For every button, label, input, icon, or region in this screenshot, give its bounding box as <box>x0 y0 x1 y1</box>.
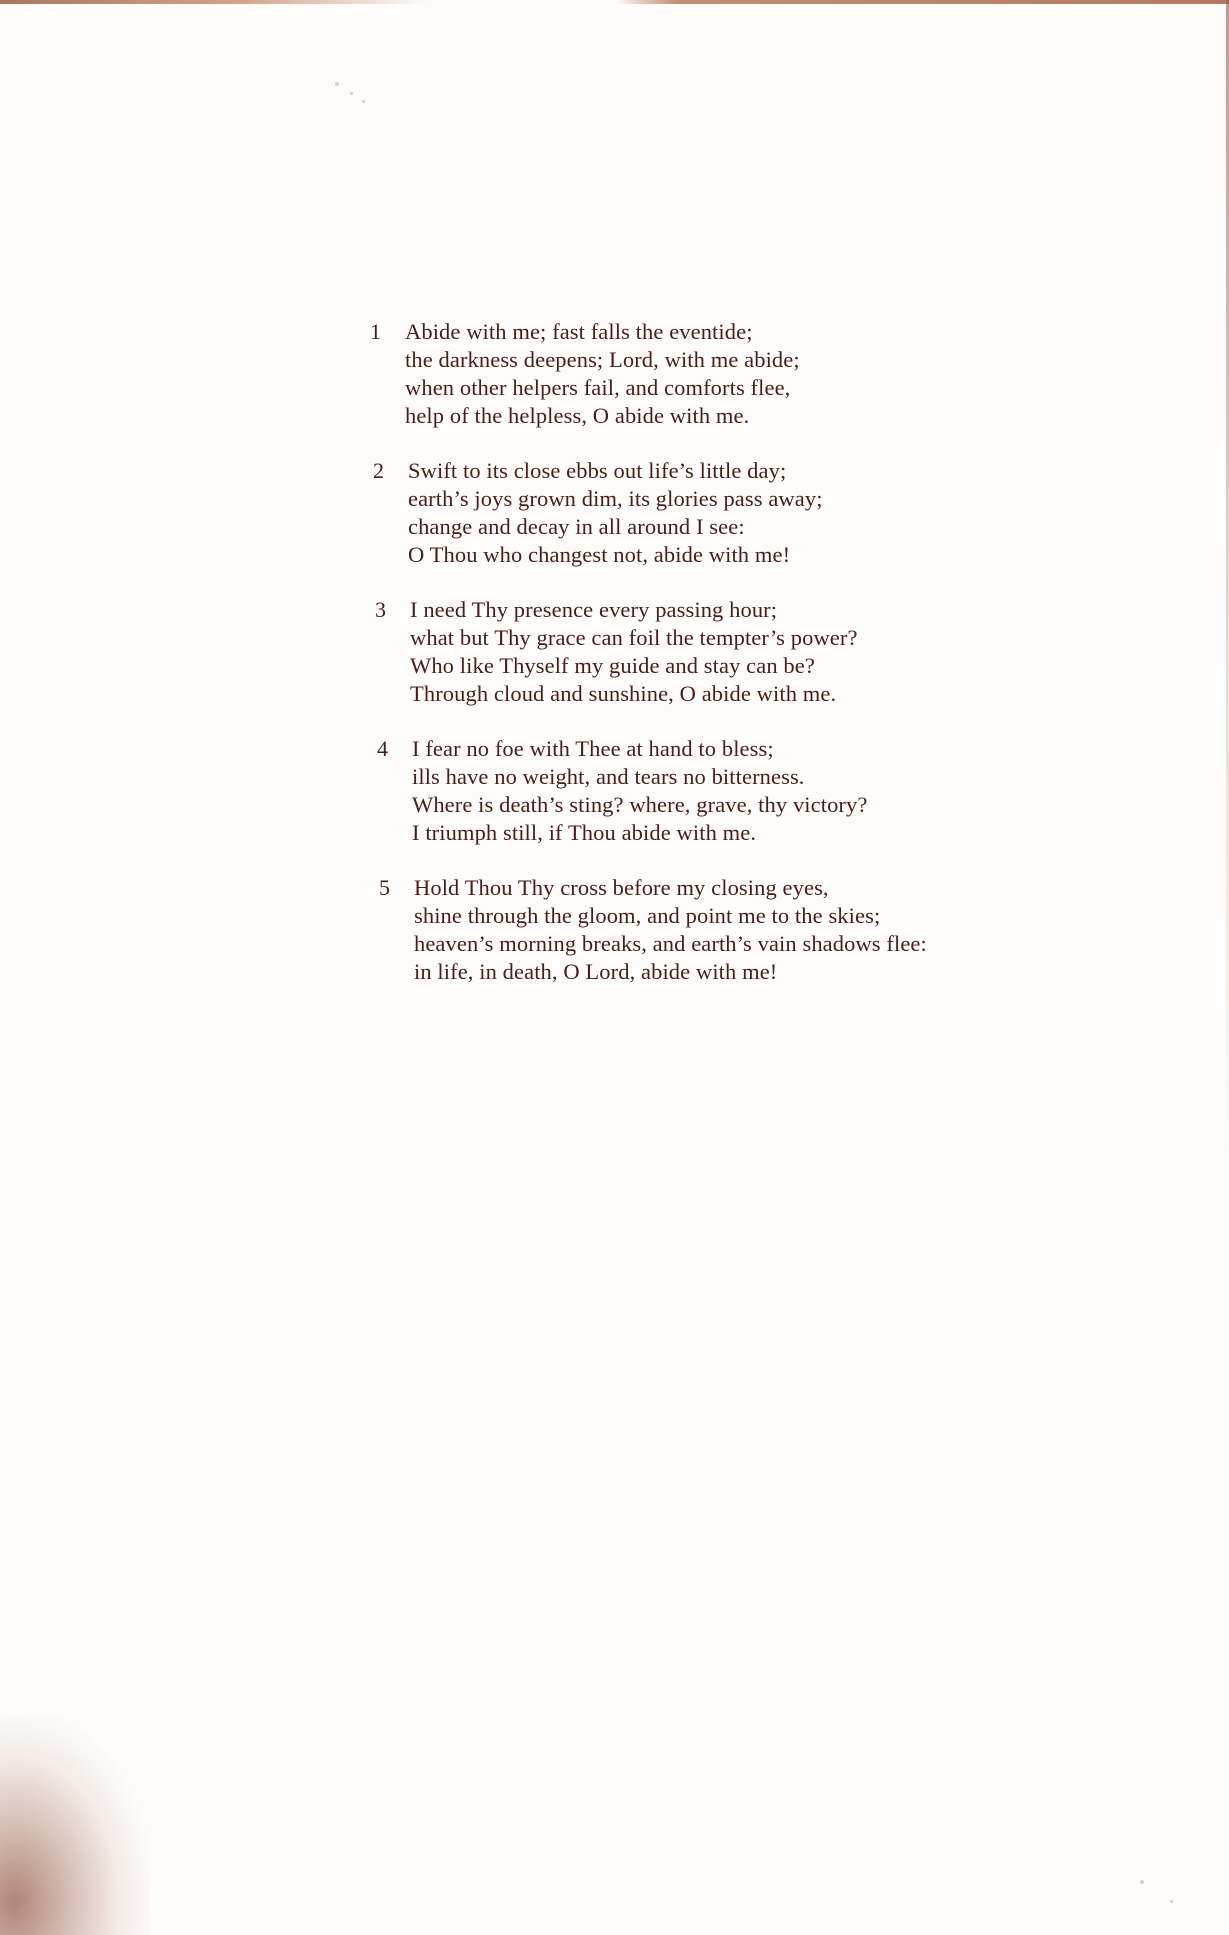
verse-number: 5 <box>379 875 390 900</box>
verse-line: O Thou who changest not, abide with me! <box>408 542 791 567</box>
verse-5 <box>379 874 1030 986</box>
verse-line: ills have no weight, and tears no bitterness. <box>412 764 805 789</box>
verse-line: I fear no foe with Thee at hand to bless; <box>412 736 774 761</box>
stain-speck <box>350 92 353 95</box>
verse-line: Who like Thyself my guide and stay can be? <box>410 653 815 678</box>
verse-line: change and decay in all around I see: <box>408 514 745 539</box>
verse-line: Where is death’s sting? where, grave, thy victory? <box>412 792 868 817</box>
corner-stain <box>0 1715 150 1935</box>
page-top-edge <box>0 0 1229 4</box>
verse-line: in life, in death, O Lord, abide with me! <box>414 959 778 984</box>
verse-line: help of the helpless, O abide with me. <box>405 403 750 428</box>
verse-number: 2 <box>373 458 384 483</box>
stain-speck <box>1170 1900 1173 1903</box>
verse-line: shine through the gloom, and point me to the skies; <box>414 903 881 928</box>
verse-line: Swift to its close ebbs out life’s little day; <box>408 458 787 483</box>
verse-3 <box>375 596 1030 708</box>
verse-line: Through cloud and sunshine, O abide with me. <box>410 681 837 706</box>
verse-1 <box>370 318 1030 430</box>
verse-number: 3 <box>375 597 386 622</box>
verse-line: the darkness deepens; Lord, with me abide; <box>405 347 800 372</box>
verse-lines <box>410 596 1030 708</box>
verse-line: Abide with me; fast falls the eventide; <box>405 319 753 344</box>
verse-line: when other helpers fail, and comforts flee, <box>405 375 791 400</box>
stain-speck <box>335 82 339 86</box>
verse-line: Hold Thou Thy cross before my closing eyes, <box>414 875 829 900</box>
stain-speck <box>1140 1880 1144 1884</box>
verse-2 <box>373 457 1030 569</box>
verse-line: heaven’s morning breaks, and earth’s vain shadows flee: <box>414 931 927 956</box>
verse-line: I need Thy presence every passing hour; <box>410 597 778 622</box>
verse-number: 4 <box>377 736 388 761</box>
verse-lines <box>405 318 1030 430</box>
verse-line: what but Thy grace can foil the tempter’s power? <box>410 625 858 650</box>
verse-line: earth’s joys grown dim, its glories pass away; <box>408 486 823 511</box>
verse-lines <box>412 735 1030 847</box>
verse-lines <box>414 874 1030 986</box>
stain-speck <box>362 100 365 103</box>
verse-4 <box>377 735 1030 847</box>
verse-lines <box>408 457 1030 569</box>
hymn-text <box>370 318 1030 1013</box>
verse-line: I triumph still, if Thou abide with me. <box>412 820 757 845</box>
verse-number: 1 <box>370 319 381 344</box>
